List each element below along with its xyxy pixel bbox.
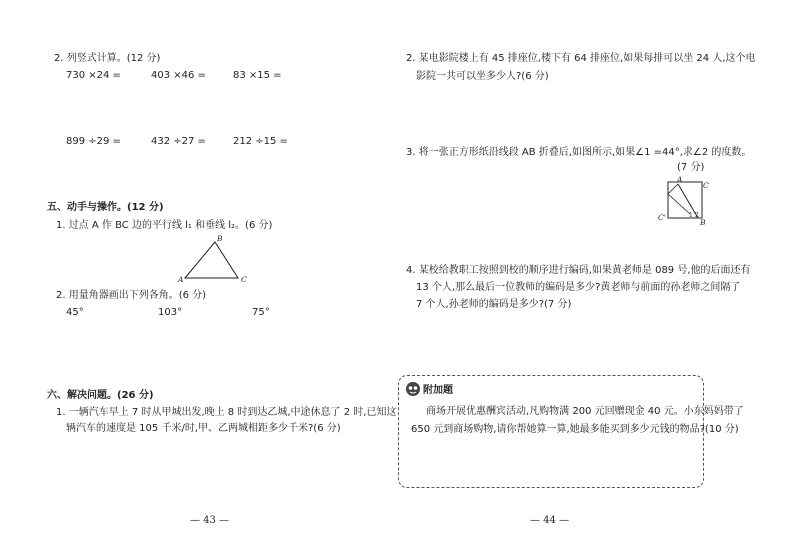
vertex-b-label: B [217, 234, 223, 243]
r-q2-line1: 2. 某电影院楼上有 45 排座位,楼下有 64 排座位,如果每排可以坐 24 人,这个电 [406, 53, 756, 64]
r-q3-line1: 3. 将一张正方形纸沿线段 AB 折叠后,如图所示,如果∠1 =44°,求∠2 的度数。 [406, 147, 752, 158]
calc-expr: 730 ×24 = [66, 70, 121, 81]
sec6-q1-line2: 辆汽车的速度是 105 千米/时,甲、乙两城相距多少千米?(6 分) [66, 423, 341, 434]
bonus-title: 附加题 [423, 385, 453, 396]
angle-2-label: 2 [695, 212, 699, 219]
calc-expr: 83 ×15 = [233, 70, 282, 81]
bonus-mascot-icon [404, 380, 422, 398]
angle-75: 75° [252, 307, 270, 318]
angle-1-label: 1 [689, 212, 693, 219]
folded-square-figure [656, 174, 712, 228]
calc-expr: 212 ÷15 = [233, 136, 288, 147]
bonus-line1: 商场开展优惠酬宾活动,凡购物满 200 元回赠现金 40 元。小东妈妈带了 [426, 406, 744, 417]
vertex-c-label: C [241, 275, 247, 284]
angle-103: 103° [158, 307, 183, 318]
calc-expr: 432 ÷27 = [151, 136, 206, 147]
vertex-a-label: A [178, 275, 184, 284]
section6-title: 六、解决问题。(26 分) [47, 390, 154, 401]
sec5-q1: 1. 过点 A 作 BC 边的平行线 l₁ 和垂线 l₂。(6 分) [56, 220, 273, 231]
r-q4-line1: 4. 某校给教职工按照到校的顺序进行编码,如果黄老师是 089 号,他的后面还有 [406, 265, 751, 276]
r-q4-line3: 7 个人,孙老师的编码是多少?(7 分) [416, 299, 572, 310]
calc-expr: 899 ÷29 = [66, 136, 121, 147]
page-number-right: — 44 — [530, 515, 570, 526]
sec6-q1-line1: 1. 一辆汽车早上 7 时从甲城出发,晚上 8 时到达乙城,中途休息了 2 时,已知这 [56, 407, 397, 418]
fig-label-c-prime: C' [658, 213, 666, 222]
section5-title: 五、动手与操作。(12 分) [47, 202, 164, 213]
triangle-abc [185, 242, 238, 278]
sec5-q2: 2. 用量角器画出下列各角。(6 分) [56, 290, 207, 301]
bonus-line2: 650 元到商场购物,请你帮她算一算,她最多能买到多少元钱的物品?(10 分) [411, 424, 739, 435]
page-number-left: — 43 — [190, 515, 230, 526]
q2-title: 2. 列竖式计算。(12 分) [54, 53, 161, 64]
fig-label-a: A [677, 175, 683, 184]
r-q2-line2: 影院一共可以坐多少人?(6 分) [416, 71, 549, 82]
r-q3-points: (7 分) [677, 162, 705, 173]
calc-expr: 403 ×46 = [151, 70, 206, 81]
triangle-figure [175, 232, 251, 284]
angle-45: 45° [66, 307, 84, 318]
fig-label-c: C [703, 181, 709, 190]
r-q4-line2: 13 个人,那么最后一位教师的编码是多少?黄老师与前面的孙老师之间隔了 [416, 282, 741, 293]
fig-label-b: B [700, 218, 706, 227]
